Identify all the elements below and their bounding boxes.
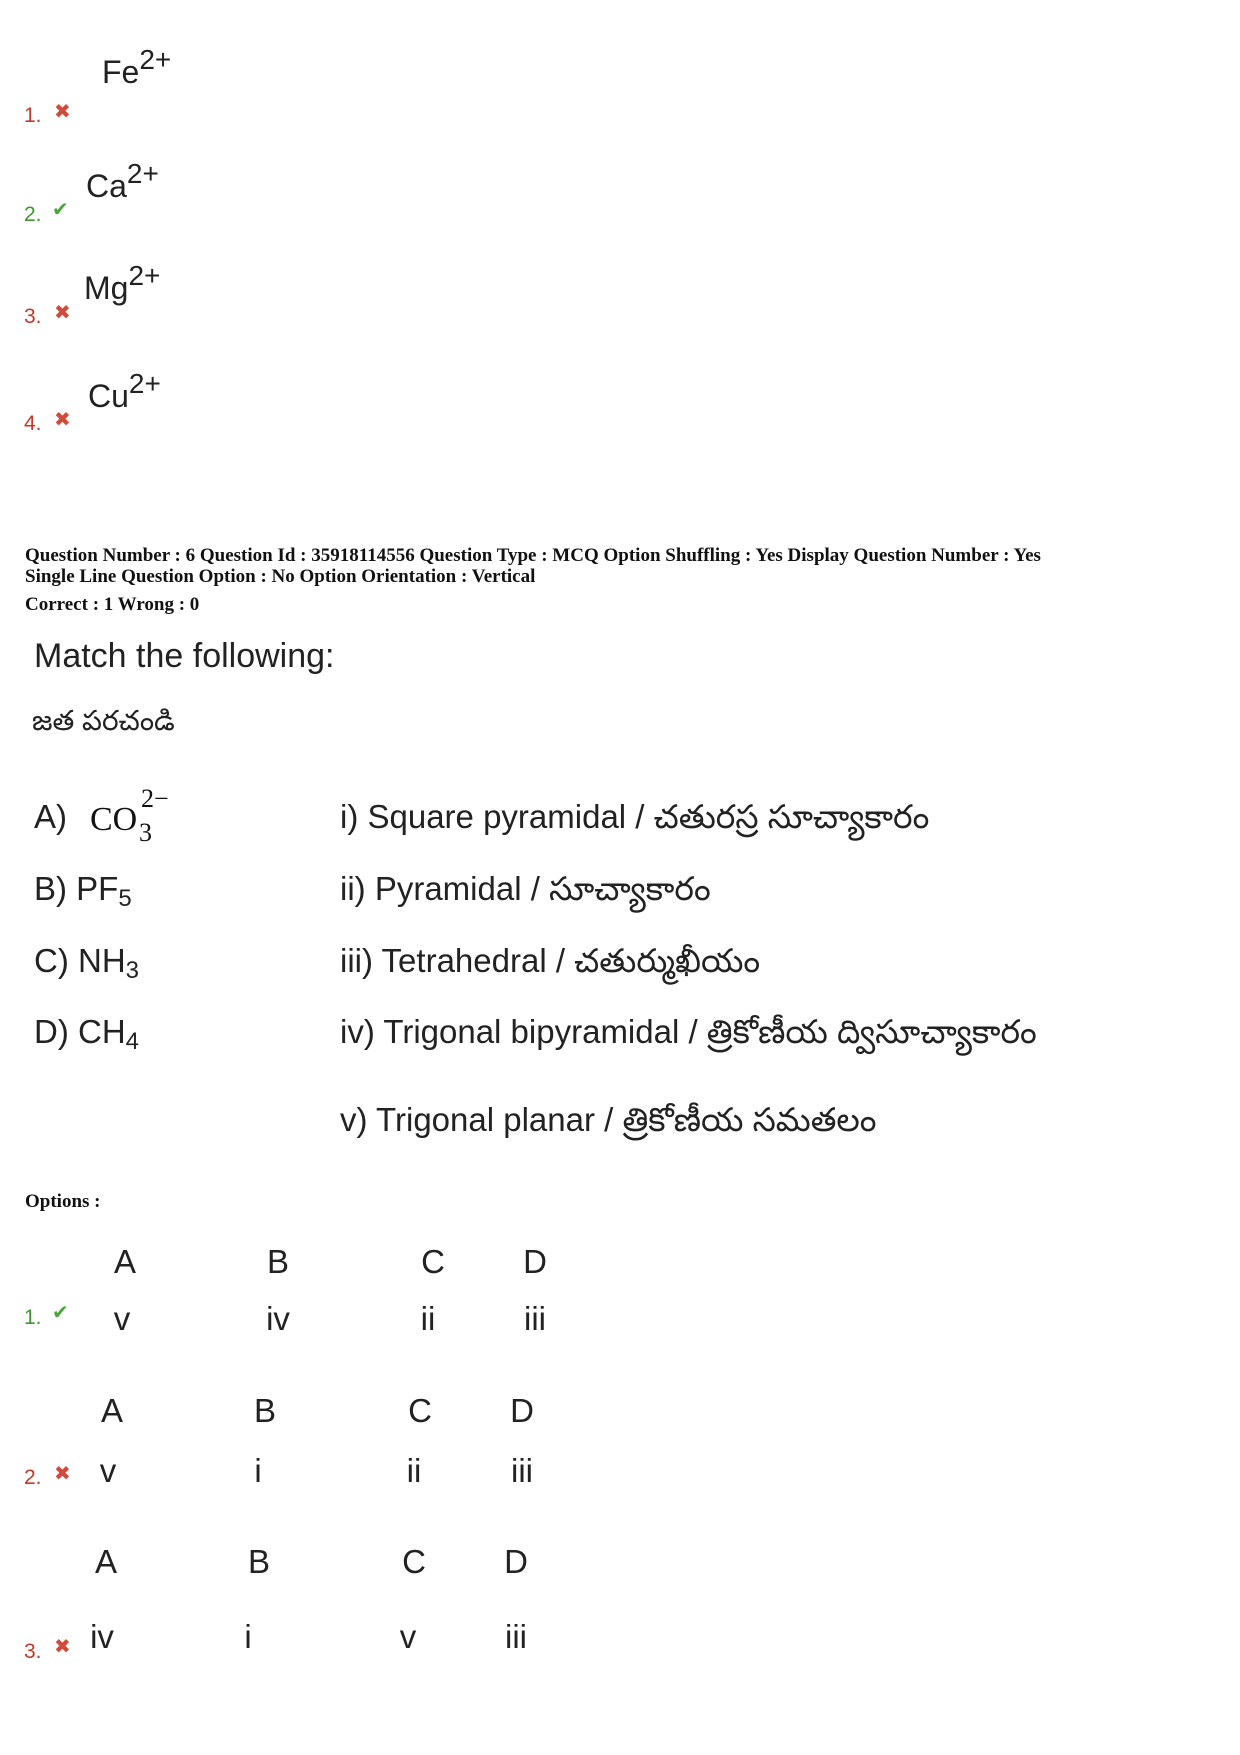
formula-subscript: 5 xyxy=(118,885,132,912)
cross-icon: ✖ xyxy=(54,409,71,431)
option-header-c: C xyxy=(402,1543,426,1580)
ion-charge: 2+ xyxy=(128,260,161,291)
question-meta-line-1: Question Number : 6 Question Id : 35918114556 Question Type : MCQ Option Shuffling : Yes Display Question Number : Yes xyxy=(25,545,1041,566)
option-number: 4. xyxy=(24,412,42,435)
question-title-telugu: జత పరచండి xyxy=(32,705,175,736)
option-header-a: A xyxy=(100,1392,123,1429)
check-icon: ✔ xyxy=(52,1302,69,1324)
question-title: Match the following: xyxy=(34,637,335,675)
option-value-d: iii xyxy=(505,1618,527,1655)
match-right-ii: ii) Pyramidal / సూచ్యాకారం xyxy=(340,870,711,907)
option-header-a: A xyxy=(113,1243,136,1280)
formula-subscript: 3 xyxy=(125,957,140,984)
left-label: C) xyxy=(34,942,69,979)
carbonate-subscript: 3 xyxy=(139,818,152,847)
element-symbol: Cu xyxy=(88,378,129,414)
option-header-d: D xyxy=(523,1243,547,1280)
check-icon: ✔ xyxy=(52,199,69,221)
option-value-d: iii xyxy=(511,1452,533,1489)
chem-formula xyxy=(102,44,172,91)
option-header-d: D xyxy=(510,1392,534,1429)
cross-icon: ✖ xyxy=(54,302,71,324)
option-header-b: B xyxy=(253,1392,276,1429)
question-meta-score: Correct : 1 Wrong : 0 xyxy=(25,594,200,615)
match-right-v: v) Trigonal planar / త్రికోణీయ సమతలం xyxy=(340,1101,877,1138)
option-header-a: A xyxy=(94,1543,117,1580)
carbonate-charge: 2− xyxy=(141,784,169,813)
element-symbol: Ca xyxy=(86,168,127,204)
chem-formula xyxy=(88,368,161,415)
left-label: B) xyxy=(34,870,67,907)
option-value-a: v xyxy=(113,1300,131,1337)
cross-icon: ✖ xyxy=(54,101,71,123)
element-symbol: Mg xyxy=(84,270,129,306)
option-value-b: i xyxy=(254,1452,262,1489)
option-number: 2. xyxy=(24,203,42,226)
cross-icon: ✖ xyxy=(54,1463,71,1485)
option-value-a: iv xyxy=(90,1618,114,1655)
match-left-b xyxy=(34,870,132,913)
match-left-c xyxy=(34,942,139,985)
formula: CH xyxy=(78,1013,126,1050)
carbonate-formula: CO xyxy=(90,801,138,838)
option-number: 3. xyxy=(24,1640,42,1663)
option-header-b: B xyxy=(266,1243,289,1280)
formula: NH xyxy=(78,942,126,979)
ion-charge: 2+ xyxy=(128,368,161,399)
option-header-b: B xyxy=(247,1543,270,1580)
match-right-iii: iii) Tetrahedral / చతుర్ముఖీయం xyxy=(340,942,761,979)
option-number: 2. xyxy=(24,1466,42,1489)
chem-formula xyxy=(86,158,159,205)
option-header-c: C xyxy=(408,1392,432,1429)
option-header-d: D xyxy=(504,1543,528,1580)
match-right-i: i) Square pyramidal / చతురస్ర సూచ్యాకారం xyxy=(340,798,930,835)
option-value-a: v xyxy=(99,1452,117,1489)
option-number: 1. xyxy=(24,104,42,127)
option-value-c: v xyxy=(399,1618,417,1655)
option-number: 1. xyxy=(24,1306,42,1329)
left-label: A) xyxy=(34,798,67,835)
option-value-c: ii xyxy=(406,1452,422,1489)
option-header-c: C xyxy=(421,1243,445,1280)
option-value-b: i xyxy=(244,1618,252,1655)
left-label: D) xyxy=(34,1013,69,1050)
option-value-d: iii xyxy=(524,1300,546,1337)
ion-charge: 2+ xyxy=(126,158,159,189)
question-meta-line-2: Single Line Question Option : No Option Orientation : Vertical xyxy=(25,566,536,587)
options-label: Options : xyxy=(25,1191,101,1212)
ion-charge: 2+ xyxy=(139,44,172,75)
element-symbol: Fe xyxy=(102,54,140,90)
chem-formula xyxy=(84,260,161,307)
formula: PF xyxy=(76,870,119,907)
option-value-c: ii xyxy=(420,1300,436,1337)
formula-subscript: 4 xyxy=(125,1028,140,1055)
match-right-iv: iv) Trigonal bipyramidal / త్రికోణీయ ద్విసూచ్యాకారం xyxy=(340,1013,1037,1050)
cross-icon: ✖ xyxy=(54,1636,71,1658)
option-number: 3. xyxy=(24,305,42,328)
option-value-b: iv xyxy=(266,1300,290,1337)
match-left-d xyxy=(34,1013,139,1056)
